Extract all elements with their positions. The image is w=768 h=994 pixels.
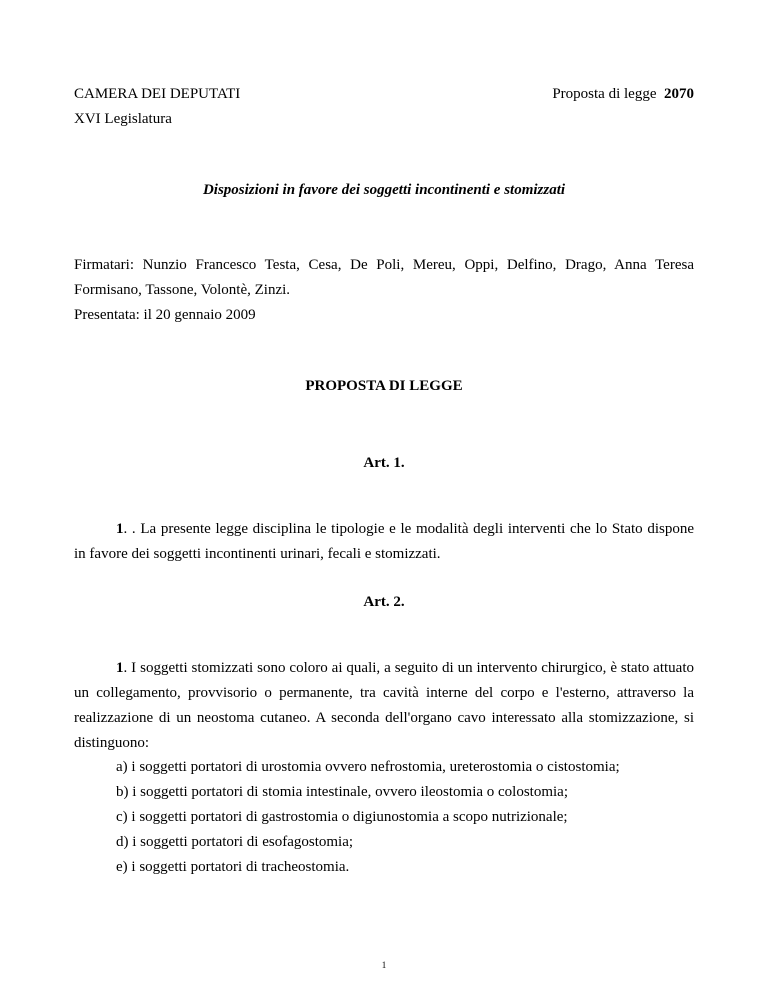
section-heading: PROPOSTA DI LEGGE — [305, 378, 463, 394]
article-2-paragraph-number: 1 — [116, 660, 124, 676]
page-number: 1 — [381, 960, 387, 970]
article-1-text — [74, 517, 694, 567]
signers: Firmatari: Nunzio Francesco Testa, Cesa, De Poli, Mereu, Oppi, Delfino, Drago, Anna Teresa Formisano, Tassone, Volontè, Zinzi. — [74, 257, 694, 298]
list-item: b) i soggetti portatori di stomia intestinale, ovvero ileostomia o colostomia; — [116, 784, 569, 800]
stoma-types-list — [116, 755, 620, 880]
bill-reference — [552, 85, 694, 103]
document-title: Disposizioni in favore dei soggetti incontinenti e stomizzati — [202, 182, 566, 198]
list-item: e) i soggetti portatori di tracheostomia. — [116, 859, 350, 875]
bill-number: 2070 — [664, 86, 694, 102]
legislature: XVI Legislatura — [74, 111, 172, 127]
list-item: a) i soggetti portatori di urostomia ovvero nefrostomia, ureterostomia o cistostomia; — [116, 759, 620, 775]
chamber-name: CAMERA DEI DEPUTATI — [74, 86, 241, 102]
list-item: d) i soggetti portatori di esofagostomia; — [116, 834, 354, 850]
article-2-text — [74, 656, 694, 756]
article-2-title: Art. 2. — [363, 594, 405, 610]
article-1-title: Art. 1. — [363, 455, 405, 471]
article-1-paragraph: . . La presente legge disciplina le tipologie e le modalità degli interventi che lo Stato dispone in favore dei soggetti incontinenti urinari, fecali e stomizzati. — [74, 521, 694, 562]
bill-label: Proposta di legge — [552, 86, 657, 102]
article-2-paragraph: . I soggetti stomizzati sono coloro ai quali, a seguito di un intervento chirurgico, è stato attuato un collegamento, provvisorio o permanente, tra cavità interne del corpo e l'esterno, attraverso la realizzazione di un neostoma cutaneo. A seconda dell'organo cavo interessato alla stomizzazione, si distinguono: — [74, 660, 694, 751]
presentation-date: Presentata: il 20 gennaio 2009 — [74, 307, 256, 323]
article-1-paragraph-number: 1 — [116, 521, 124, 537]
list-item: c) i soggetti portatori di gastrostomia o digiunostomia a scopo nutrizionale; — [116, 809, 568, 825]
